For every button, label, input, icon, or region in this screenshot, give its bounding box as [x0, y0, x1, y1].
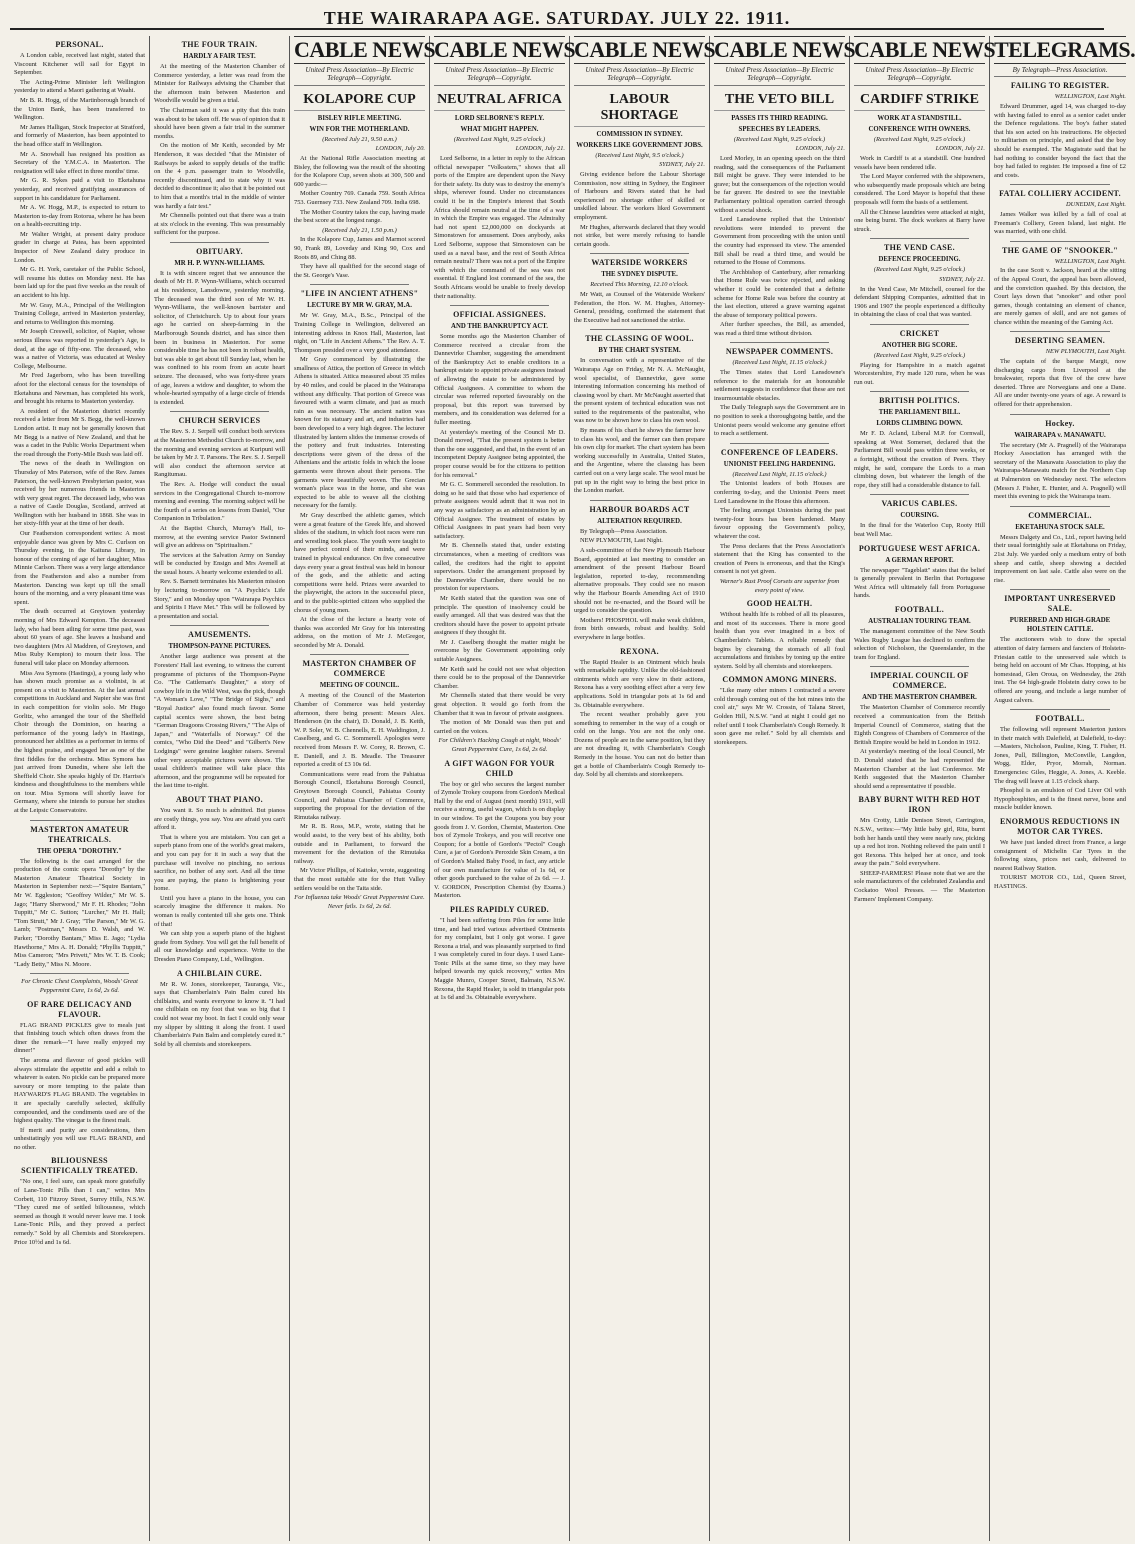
subheadline: THOMPSON-PAYNE PICTURES.: [168, 643, 271, 651]
article-body: [14, 52, 145, 816]
paragraph: The death occurred at Greytown yesterday morning of Mrs Edward Kempton. The deceased lady, who had been ailing for some time past, was about 60 years of age. She leaves a husband and two daughters (Mrs Al Maddren, of Greytown, and Miss Ruby Kempton) to mourn their loss. The funeral will take place on Monday afternoon.: [14, 608, 145, 667]
paragraph: The Unionist leaders of both Houses are conferring to-day, and the Unionist Peers meet Lord Lansdowne in the House this afternoon.: [714, 480, 845, 505]
headline: COMMERCIAL.: [1028, 510, 1092, 520]
headline: VARICUS CABLES.: [881, 499, 958, 509]
column-5: [570, 36, 716, 1541]
article-body: [574, 617, 705, 643]
paragraph: FLAG BRAND PICKLES give to meals just that finishing touch which often draws from the diner the remark—"I have really enjoyed my dinner!": [14, 1021, 145, 1055]
paragraph: Mr Walter Wright, at present dairy produce grader in charge at Patea, has been appointed Inspector of New Zealand dairy produce in London.: [14, 230, 145, 264]
paragraph: "No one, I feel sure, can speak more gratefully of Lane-Tonic Pills than I can," writes Mrs Corbett, 110 Fitzroy Street, Surrey Hills, N.S.W. "They cured me of settled biliousness, which seemed as though it would never leave me. I took Lane-Tonic Pills, and they proved a perfect remedy." Sold by all Chemists and Storekeepers. Price 10½d and 1s 6d.: [14, 1178, 145, 1246]
paragraph: Mothers! PHOSPHOL will make weak children, from birth onwards, robust and healthy. Sold everywhere in large bottles.: [574, 616, 705, 641]
subheadline: COMMISSION IN SYDNEY.: [596, 130, 683, 138]
subheadline: BISLEY RIFLE MEETING.: [317, 114, 402, 122]
headline: FATAL COLLIERY ACCIDENT.: [999, 189, 1121, 199]
headline: MASTERTON AMATEUR THEATRICALS.: [30, 824, 129, 844]
subheadline: WIN FOR THE MOTHERLAND.: [309, 125, 410, 133]
paragraph: The services at the Salvation Army on Sunday will be conducted by Ensign and Mrs Avenell at the usual hours. A hearty welcome extended to all.: [154, 551, 285, 576]
paragraph: Mr Watt, as Counsel of the Waterside Workers' Federation, the Hon. W. M. Hughes, Attorney-General, presiding, confirmed the statement that the Executive had not sanctioned the strike.: [574, 290, 705, 324]
paragraph: Mr James Halligan, Stock Inspector at Stratford, and formerly of Masterton, has been appointed to the head office staff in Wellington.: [14, 123, 145, 148]
paragraph: At yesterday's meeting of the local Council, Mr D. Donald stated that he had represented the Masterton Chamber at the last Conference. Mr Keith suggested that the Masterton Chamber should send a representative if possible.: [854, 748, 985, 790]
subheadline: PASSES ITS THIRD READING.: [731, 114, 828, 122]
article-body: [854, 817, 985, 904]
headline: DESERTING SEAMEN.: [1014, 336, 1106, 346]
subheadline: EKETAHUNA STOCK SALE.: [1015, 523, 1105, 531]
paragraph: Work in Cardiff is at a standstill. One hundred vessels have been rendered idle.: [854, 155, 985, 171]
received-line: Received This Morning, 12.10 o'clock.: [590, 281, 689, 289]
paragraph: We can ship you a superb piano of the highest grade from Sydney. You will get the full benefit of all our knowledge and experience. Write to the Dresden Piano Company, Ltd., Wellington.: [154, 930, 285, 964]
subheadline: WORKERS LIKE GOVERNMENT JOBS.: [576, 141, 703, 149]
advertisement: For Children's Hacking Cough at night, Woods' Great Peppermint Cure, 1s 6d, 2s 6d.: [438, 737, 561, 753]
headline: GOOD HEALTH.: [746, 599, 813, 609]
section-banner: CABLE NEWS: [714, 37, 856, 62]
paragraph: The recent weather probably gave you something to remember in the way of a cough or cold on the lungs. You are not the only one. Dozens of people are in the same position, but they are not dreading it, with Chamberlain's Cough Remedy in the house. You can not do better than get a bottle of Chamberlain's Cough Remedy to-day. Sold by all chemists and storekeepers.: [574, 711, 705, 779]
paragraph: "I had been suffering from Piles for some little time, and had tried various advertised Ointments for my complaint, but I only got worse. I gave Rexona a trial, and was pleasantly surprised to find I was completely cured in four days. I used Lane-Tonic Pills at the same time, so they may have helped towards my quick recovery," writes Mrs Maggie Munro, Cooper Street, Balmain, N.S.W. Rexona, the Rapid Healer, is sold in triangular pots at 1s 6d and 3s. Obtainable everywhere.: [434, 916, 565, 1002]
article-body: [854, 522, 985, 539]
paragraph: Miss Ava Symons (Hastings), a young lady who has shown much promise as a violinist, is at present on a visit to Masterton. At the last annual competitions in Auckland and Napier she was first in each competition for violin solo. Mr Hugo Gorlitz, who arranged the tour of the Sheffield Choir through the Dominion, on hearing a performance of the young lady's in Hastings, pronounced her abilities as a performer in terms of the highest praise, and engaged her as one of the first fiddles for the orchestra. Miss Symons has just arrived from Dunedin, where she left the Sheffield Choir. She speaks highly of Dr. Harriss's kindness and thoughtfulness to the members while on tour. Miss Symons will shortly leave for Germany, where she intends to pursue her studies at the Leipsic Conservatoire.: [14, 669, 145, 815]
article-body: [994, 726, 1126, 813]
headline: WATERSIDE WORKERS: [591, 258, 688, 268]
headline: "LIFE IN ANCIENT ATHENS": [300, 289, 419, 299]
article-body: [154, 428, 285, 621]
subheadline: DEFENCE PROCEEDING.: [878, 256, 961, 264]
paragraph: In the final for the Waterloo Cup, Rooty Hill beat Well Mac.: [854, 522, 985, 539]
subheadline: THE PARLIAMENT BILL.: [878, 409, 961, 417]
paragraph: The Press declares that the Press Association's statement that the King has consented to the creation of Peers is erroneous, and that the King's consent is not yet given.: [714, 542, 845, 576]
subheadline: THE OPERA "DOROTHY.": [37, 847, 122, 855]
paragraph: Mr G. H. York, caretaker of the Public School, will resume his duties on Monday next. He has been laid up for the past five weeks as the result of an accident to his hip.: [14, 266, 145, 300]
article-body: [714, 611, 845, 671]
paragraph: If merit and purity are considerations, then unhesitatingly you will use FLAG BRAND, and no other.: [14, 1126, 145, 1151]
article-body: [854, 362, 985, 388]
received-line: (Received Last Night, 9.25 o'clock.): [873, 135, 966, 143]
paragraph: By Telegraph—Press Association.: [580, 527, 668, 535]
subheadline: UNIONIST FEELING HARDENING.: [723, 460, 836, 468]
headline: COMMON AMONG MINERS.: [722, 675, 837, 685]
paragraph: Edward Drummer, aged 14, was charged to-day with having failed to enrol as a senior cadet under the Defence regulations. The boy's father stated that his son acted on his instructions. He objected to militarism on principle, and asked that the boy should be exempted. The Magistrate said that he had nothing to consider beyond the fact that the boy had failed to register. He imposed a fine of £2 and costs.: [994, 103, 1126, 179]
paragraph: The motion of Mr Donald was then put and carried on the voices.: [434, 719, 565, 735]
paragraph: Mr G. C. Sommerell seconded the resolution. In doing so he said that those who had experience of private assignees would admit that it was not in any way as satisfactory as an administration by an Official Assignee. The treatment of estates by Official Assignees in past years had been very satisfactory.: [434, 481, 565, 540]
paragraph: Mr B. Chennells stated that, under existing circumstances, when a meeting of creditors was called, the creditors had the right to appoint supervisors. Under the arrangement proposed by the Dannevirke Chamber, there would be no provision for supervisors.: [434, 542, 565, 593]
paragraph: Mr Hughes, afterwards declared that they would not strike, but were merely refusing to handle certain goods.: [574, 223, 705, 248]
paragraph: Mr Keith stated that the question was one of principle. The question of insolvency could be easily arranged. All that was desired was that the creditors should have the power to appoint private assignees if they thought fit.: [434, 594, 565, 637]
paragraph: Without health life is robbed of all its pleasures, and most of its successes. There is more good health than you ever imagined in a box of Chamberlain's Tablets. A reliable remedy that begins by cleansing the stomach of all foul accumulations and finishes by toning up the entire system. Sold by all chemists and storekeepers.: [714, 611, 845, 670]
paragraph: At the meeting of the Masterton Chamber of Commerce yesterday, a letter was read from the Minister for Railways advising the Chamber that the afternoon train between Masterton and Woodville would be given a trial.: [154, 63, 285, 105]
section-byline: United Press Association—By Electric Telegraph—Copyright.: [854, 66, 985, 86]
headline: THE GAME OF "SNOOKER.": [1001, 245, 1119, 255]
paragraph: The auctioneers wish to draw the special attention of dairy farmers and fanciers of Holstein-Friesian cattle to the unreserved sale which is being held on account of Mr Chas. Hopping, at his homestead, Glen Oroua, on Wednesday, the 26th inst. The 64 high-grade Holstein dairy cows to be offered are young, and include a large number of August calvers.: [994, 636, 1126, 704]
article-body: [574, 357, 705, 496]
article-body: [154, 270, 285, 408]
paragraph: The aroma and flavour of good pickles will always stimulate the appetite and add a relish to whatever is eaten. No pickle can be prepared more savoury or more tempting to the palate than HAYWARD'S FLAG BRAND. The vegetables in it are specially carefully selected, skilfully compounded, and the condiments used are of the highest quality. The vinegar is the finest malt.: [14, 1056, 145, 1125]
paragraph: Mr B. R. Hogg, of the Martinborough branch of the Union Bank, has been transferred to Wellington.: [14, 96, 145, 122]
paragraph: Mrs Crotty, Little Denison Street, Carrington, N.S.W., writes:—"My little baby girl, Rita, burnt both her hands until they were nearly raw, picking up a red hot iron. Nothing relieved the pain until I got Rexona. This helped her at once, and took away the pain." Sold everywhere.: [854, 817, 985, 868]
section-byline: United Press Association—By Electric Telegraph—Copyright.: [434, 66, 565, 86]
dateline: WELLINGTON, Last Night.: [1054, 257, 1126, 265]
paragraph: A meeting of the Council of the Masterton Chamber of Commerce was held yesterday afternoon, there being present: Messrs Alex. Henderson (in the chair), D. Donald, J. B. Keith, W. P. Soler, W. B. Chennells, E. H. Waddington, J. Caselberg, and G. C. Sommerell. Apologies were received from Messrs F. W. Corey, R. Brown, C. E. Daniell, and J. B. Meadle. The Treasurer reported a credit of £3 10s 6d.: [294, 692, 425, 769]
dateline: LONDON, July 20.: [375, 145, 425, 153]
paragraph: The captain of the barque Margit, now discharging cargo from Liverpool at the breakwater, reports that five of the crew have deserted. Three are Norwegians and one a Dane. All are under twenty-one years of age. A reward is offered for their apprehension.: [994, 358, 1126, 409]
headline: FOOTBALL.: [894, 605, 945, 614]
article-body: [434, 781, 565, 901]
article-body: [14, 1022, 145, 1153]
subheadline: WHAT MIGHT HAPPEN.: [460, 125, 539, 133]
article-body: [994, 103, 1126, 180]
paragraph: A sub-committee of the New Plymouth Harbour Board, appointed at last meeting to consider an amendment of the present Harbour Board legislation, reported to-day, recommending alternative proposals. They could see no reason why the Harbour Boards Amending Act of 1910 should not be re-enacted, and the Board will be urged to consider the question.: [574, 547, 705, 615]
advertisement: Warner's Rust Proof Corsets are superior from every point of view.: [719, 577, 840, 594]
article-body: [994, 211, 1126, 237]
received-line: (Received Last Night, 9.25 o'clock.): [453, 135, 546, 143]
paragraph: By means of his chart he shows the farmer how to class his wool, and the farmer can then prepare his own clip for market. The chart system has been working successfully in Australia, United States, and the Argentine, where the classing has been carried out on a very large scale. The wool must be put up in the right way to bring the best price in the London market.: [574, 427, 705, 495]
subheadline: MEETING OF COUNCIL.: [319, 682, 400, 690]
received-line: (Received Last Night, 11.15 o'clock.): [732, 359, 827, 367]
paragraph: The feeling amongst Unionists during the past twenty-four hours has been hardened. Many favour opposing the Government's policy, whatever the cost.: [714, 507, 845, 540]
article-body: [994, 267, 1126, 327]
headline: PERSONAL.: [55, 40, 104, 49]
headline: THE VETO BILL: [714, 92, 845, 111]
article-body: [714, 687, 845, 747]
article-body: [994, 534, 1126, 586]
dateline: LONDON, July 21.: [935, 145, 985, 153]
article-body: [574, 291, 705, 325]
paragraph: SHEEP-FARMERS! Please note that we are the sole manufacturers of the celebrated Zealandia and Cockatoo Wool Presses. — The Masterton Farmers' Implement Company.: [854, 869, 985, 903]
paragraph: The boy or girl who secures the largest number of Zymole Trokey coupons from Gordon's Medical Hall by the end of August (next month) 1911, will receive a strong, useful wagon, which is on display in our window. To get the Coupons you buy your goods from J. V. Gordon, Chemist, Masterton. One box of Zymole Trokeys, and you will receive one Coupon; for a bottle of Gordon's "Pectol" Cough Cure, a jar of Gordon's Peroxide Skin Cream, a tin of Gordon's Malted Baby Food, in fact, any article of our own manufacture for value of 1s 6d, or other goods purchased to the value of 2s 6d. — J. V. GORDON, Prescription Chemist (by Exams.) Masterton.: [434, 780, 565, 900]
paragraph: Mr G. R. Sykes paid a visit to Eketahuna yesterday, and received gratifying assurances of support in his candidature for Parliament.: [14, 177, 145, 202]
subheadline: MR H. P. WYNN-WILLIAMS.: [174, 259, 265, 267]
article-body: [574, 659, 705, 780]
article-body: [294, 155, 425, 226]
received-line: (Received Last Night, 9.25 o'clock.): [873, 266, 966, 274]
headline: A CHILBLAIN CURE.: [177, 968, 262, 978]
paragraph: In the Kolapore Cup, James and Marmot scored 90, Frank 89, Loveday and King 90, Cox and Roots 89, and Ching 88.: [294, 236, 425, 261]
headline: IMPORTANT UNRESERVED SALE.: [1004, 594, 1116, 614]
headline: BILIOUSNESS SCIENTIFICALLY TREATED.: [21, 1156, 138, 1176]
article-body: [854, 155, 985, 234]
article-body: [434, 917, 565, 1003]
headline: AMUSEMENTS.: [188, 630, 251, 640]
paragraph: Lord Selborne, in a letter in reply to the African official newspaper "Volksstem," shows that all ports of the Empire are dependent upon the Navy for their safety. Its duty was to destroy the enemy's ships, wherever found. Under no circumstances could it be in the Empire's interest that South Africa should remain neutral at the time of a war in which the Empire was engaged. The Admiralty had not spent £2,000,000 on dockyards at Simonstown for amusement. Does anybody, asks Lord Selborne, suppose that Simonstown can be used as a naval base, and the rest of South Africa remain neutral? There was not a port of the Empire with which the command of the sea was not essential. If England lost command of the sea, the South Africans would be unable to freely develop their nationality.: [434, 155, 565, 300]
paragraph: The Times states that Lord Lansdowne's reference to the materials for an honourable settlement suggests in confidence that these are not insurmountable obstacles.: [714, 369, 845, 402]
paragraph: The Lord Mayor conferred with the shipowners, who subsequently made proposals which are being considered. The Lord Mayor is hopeful that these proposals will form the basis of a settlement.: [854, 173, 985, 206]
headline: CRICKET: [899, 328, 940, 338]
paragraph: The Rev. S. J. Serpell will conduct both services at the Masterton Methodist Church to-morrow, and the morning and evening services at Kuripuni will be taken by Mr J. T. Parsons. The Rev. S. J. Serpell will also conduct the afternoon service at Rangitumau.: [154, 428, 285, 479]
paragraph: At yesterday's meeting of the Council Mr D. Donald moved, "That the present system is better than the one suggested, and that, in the event of an incompetent Deputy Assignee being appointed, the proper course would be for the citizens to petition for his removal.": [434, 428, 565, 479]
article-body: [714, 369, 845, 439]
headline: THE CLASSING OF WOOL.: [585, 334, 694, 344]
article-body: [854, 286, 985, 320]
article-body: [994, 839, 1126, 892]
paragraph: Mr F. D. Acland, Liberal M.P. for Cornwall, speaking at West Somerset, declared that the Parliament Bill would pass within three weeks, or a fortnight, without the creation of Peers. They might, he said, compare the Lords to a man climbing down, but whatever the length of the rope, they still had a considerable distance to fall.: [854, 430, 985, 489]
article-body: [294, 236, 425, 280]
article-body: [714, 155, 845, 338]
paragraph: The Masterton Chamber of Commerce recently received a communication from the British Imperial Council of Commerce, stating that the Eighth Congress of Chambers of Commerce of the British Empire would be held in London in 1912.: [854, 704, 985, 746]
article-body: [714, 480, 845, 577]
subheadline: SPEECHES BY LEADERS.: [738, 125, 821, 133]
paragraph: At the close of the lecture a hearty vote of thanks was accorded Mr Gray for his interesting address, on the motion of Mr J. McGregor, seconded by Mr A. Donald.: [294, 616, 425, 649]
headline: HARBOUR BOARDS ACT: [589, 504, 690, 514]
paragraph: After further speeches, the Bill, as amended, was read a third time without division.: [714, 321, 845, 337]
paragraph: James Walker was killed by a fall of coal at Freeman's Colliery, Green Island, last night. He was married, with one child.: [994, 210, 1126, 236]
article-body: [14, 1178, 145, 1247]
section-banner: CABLE NEWS: [854, 37, 996, 62]
paragraph: Mr Victor Phillips, of Kaitoke, wrote, suggesting that the most suitable site for the Hutt Valley settlers would be on the Taita side.: [294, 867, 425, 892]
paragraph: You want it. So much is admitted. But pianos are costly things, you say. You are afraid you can't afford it.: [154, 806, 285, 832]
article-body: [154, 653, 285, 791]
subheadline: THE SYDNEY DISPUTE.: [601, 271, 678, 279]
paragraph: In conversation with a representative of the Wairarapa Age on Friday, Mr N. A. McNaught, wool specialist, of Dannevirke, gave some interesting information concerning his method of classing wool by chart. Mr McNaught asserted that the present system of technical education was not suited to the requirements of the pastoralist, who was now to be shown how to class his own wool.: [574, 357, 705, 425]
column-6: [710, 36, 856, 1541]
paragraph: Mr Chennells stated that there would be very great objection. It would go forth from the Chamber that it was in favour of private assignees.: [434, 692, 565, 717]
received-line: (Received Last Night, 11.15 o'clock.): [732, 470, 827, 478]
masthead: THE WAIRARAPA AGE. SATURDAY. JULY 22. 1911.: [10, 6, 1104, 30]
article-body: [434, 155, 565, 301]
dateline: NEW PLYMOUTH, Last Night.: [1045, 348, 1126, 356]
subheadline: A GERMAN REPORT.: [885, 556, 954, 564]
paragraph: Playing for Hampshire in a match against Worcestershire, Fry made 120 runs, when he was run out.: [854, 361, 985, 386]
columns: [10, 36, 1135, 1541]
headline: LABOUR SHORTAGE: [574, 92, 705, 127]
article-body: [294, 692, 425, 893]
article-body: [154, 807, 285, 965]
paragraph: At the Baptist Church, Murray's Hall, to-morrow, at the evening service Pastor Swinnerd will give an address on "Spiritualism.": [154, 524, 285, 550]
paragraph: NEW PLYMOUTH, Last Night.: [580, 537, 663, 545]
paragraph: Lord Lansdowne replied that the Unionists' revolutions were intended to prevent the Government from proceeding with the union until the country had expressed its view. The amended Bill shall be read a third time, and would be returned to the House of Commons.: [714, 216, 845, 267]
paragraph: The news of the death in Wellington on Thursday of Mrs Paterson, wife of the Rev. James Paterson, the well-known Presbyterian pastor, was received by her numerous friends in Masterton with very great regret. The deceased lady, who was a native of Castle Douglas, Scotland, arrived at Wellington with her husband in 1868. She was in her sixty-fifth year at the time of her death.: [14, 460, 145, 528]
paragraph: The secretary (Mr A. Pragnell) of the Wairarapa Hockey Association has arranged with the secretary of the Manawatu Association to play the Wairarapa-Manawatu match for the Northern Cup at Palmerston on Wednesday next. The selectors (Messrs J. Fisher, E. Hunter, and A. Pragnell) will meet this evening to pick the Wairarapa team.: [994, 441, 1126, 501]
column-3: [290, 36, 436, 1541]
paragraph: It is with sincere regret that we announce the death of Mr H. P. Wynn-Williams, which occurred at his residence, Lansdowne, yesterday morning. The deceased was the third son of Mr W. H. Wynn-Williams, the well-known barrister and solicitor, of Christchurch. Up to about four years ago he carried on sheep-farming in the Marlborough Sounds district, and has since then been in business in Masterton. For some considerable time he has not been in robust health, but was able to get about till Sunday last, when he was confined to his room from an acute heart seizure. The deceased, who was forty-three years of age, leaves a widow and daughter, to whom the whole-hearted sympathy of a large circle of friends is extended.: [154, 269, 285, 406]
subheadline: LECTURE BY MR W. GRAY, M.A.: [307, 302, 412, 310]
article-body: [574, 528, 705, 616]
headline: REXONA.: [620, 646, 659, 656]
subheadline: PUREBRED AND HIGH-GRADE HOLSTEIN CATTLE.: [1009, 617, 1111, 634]
paragraph: The following is the cast arranged for the production of the comic opera "Dorothy" by the Masterton Amateur Theatrical Society in Masterton in September next:—"Squire Bantam," Mr W. Eggleston; "Geoffrey Wilder," Mr W. S. Jago; "Harry Sherwood," Mr F. H. Rhodes; "John Tuppitt," Mr C. Sutton; "Lurcher," Mr H. Hall; "Tom Strutt," Mr J. Gray; "The Parson," Mr W. G. Lamb; "Postman," Messrs D. Walsh, and W. Parker; "Dorothy Bantam," Miss E. Jago; "Lydia Hawthorne," Mrs A. H. Donald; "Phyllis Tuppitt," Miss Cameron; "Mrs Privett," Mrs W. T. B. Cook; "Lady Betty," Miss N. Moore.: [14, 857, 145, 968]
headline: FAILING TO REGISTER.: [1010, 81, 1110, 91]
subheadline: WAIRARAPA v. MANAWATU.: [1014, 431, 1106, 439]
subheadline: BY THE CHART SYSTEM.: [598, 347, 681, 355]
subheadline: AND THE MASTERTON CHAMBER.: [862, 694, 977, 702]
subheadline: AUSTRALIAN TOURING TEAM.: [868, 618, 971, 625]
paragraph: The newspaper "Tageblatt" states that the belief is generally prevalent in Berlin that Portuguese West Africa will ultimately fall from Portuguese hands.: [854, 566, 985, 600]
headline: CONFERENCE OF LEADERS.: [720, 447, 839, 457]
dateline: LONDON, July 21.: [795, 145, 845, 153]
paragraph: The Archbishop of Canterbury, after remarking that Home Rule was twice rejected, and asking whether it could be contended that a definite scheme for Home Rule was before the country at the last election, uttered a grave warning against the abuse of temporary political powers.: [714, 268, 845, 319]
paragraph: In the case Scott v. Jackson, heard at the sitting of the Appeal Court, the appeal has been allowed, and the conviction quashed. By this decision, the Court lays down that "snooker" and other pool games, though containing an element of chance, are merely games of skill, and are not games of chance within the meaning of the Gaming Act.: [994, 267, 1126, 326]
headline: THE FOUR TRAIN.: [181, 40, 258, 49]
paragraph: Some months ago the Masterton Chamber of Commerce received a circular from the Dannevirke Chamber, suggesting the amendment of the Bankruptcy Act to enable creditors in a bankrupt estate to appoint private assignees instead of allowing the estate to be administered by Official Assignees. A committee to whom the circular was referred reported favourably on the proposal, but this report was traversed by members, and its consideration was deferred for a fuller meeting.: [434, 333, 565, 427]
column-4: [430, 36, 576, 1541]
column-2: [150, 36, 290, 1541]
paragraph: We have just landed direct from France, a large consignment of Michelin Car Tyres in the following sizes, prices net cash, delivered to nearest Railway Station.: [994, 839, 1126, 872]
section-banner: TELEGRAMS.: [994, 37, 1135, 62]
headline: OF RARE DELICACY AND FLAVOUR.: [27, 999, 132, 1019]
headline: BABY BURNT WITH RED HOT IRON: [858, 795, 981, 815]
headline: OBITUARY.: [196, 246, 243, 256]
headline: THE VEND CASE.: [884, 243, 955, 253]
paragraph: Our Featherston correspondent writes: A most enjoyable dance was given by Mrs C. Curlson on Thursday evening, in the Kaituna Library, in honour of the coming of age of her daughter, Miss Minnie Carlson. There was a very large attendance from the Featherston and also a number from Masterton. Dancing was kept up till the small hours of the morning, and a very pleasant time was spent.: [14, 530, 145, 606]
headline: NEWSPAPER COMMENTS.: [725, 347, 834, 357]
paragraph: Rev. S. Barnett terminates his Masterton mission by lecturing to-morrow on "A Psychic's Life Story," and on Monday upon "Wairarapa Psychics and Spirits I Have Met." This will be followed by a presentation and social.: [154, 578, 285, 620]
paragraph: Mr W. Gray, M.A., B.Sc., Principal of the Training College in Wellington, delivered an interesting address in Knox Hall, Masterton, last night, on "Life in Ancient Athens." The Rev. A. T. Thompson presided over a very good attendance.: [294, 312, 425, 354]
section-banner: CABLE NEWS: [574, 37, 716, 62]
paragraph: The Chairman said it was a pity that this train was about to be taken off. He was of opinion that it should have been given a fair trial in the summer months.: [154, 106, 285, 140]
paragraph: The Rapid Healer is an Ointment which heals with remarkable rapidity. Unlike the old-fashioned ointments which are very slow in their actions, Rexona has a very soothing effect after a very few applications. Sold in triangular pots at 1s 6d and 3s. Obtainable everywhere.: [574, 658, 705, 709]
article-body: [574, 171, 705, 249]
received-line: (Received July 21, 1.50 p.m.): [322, 226, 397, 234]
section-banner: CABLE NEWS: [434, 37, 576, 62]
advertisement: For Chronic Chest Complaints, Woods' Great Peppermint Cure, 1s 6d, 2s 6d.: [21, 978, 138, 994]
paragraph: In the Vend Case, Mr Mitchell, counsel for the defendant Shipping Companies, admitted that in 1906 and 1907 the people experienced a difficulty in obtaining the class of coal that was wanted.: [854, 285, 985, 319]
dateline: SYDNEY, July 21.: [659, 161, 705, 169]
subheadline: COURSING.: [900, 512, 939, 520]
paragraph: The Rev. A. Hodge will conduct the usual services in the Congregational Church to-morrow morning and evening. The morning subject will be the fourth of a series on lessons from Daniel, "Our Companion in Tribulation.": [154, 480, 285, 523]
column-1: [10, 36, 150, 1541]
paragraph: The management committee of the New South Wales Rugby League has declined to confirm the selection of Nicholson, the Queenslander, in the team for England.: [854, 628, 985, 661]
paragraph: Mother Country 769. Canada 759. South Africa 753. Guernsey 733. New Zealand 709. India 698.: [294, 190, 425, 206]
section-byline: United Press Association—By Electric Telegraph—Copyright.: [574, 66, 705, 86]
paragraph: Mr Fred Jagerborn, who has been travelling afoot for the electoral census for the townships of Eketahuna and Newman, has completed his work, and brought his returns to Masterton yesterday.: [14, 372, 145, 406]
section-byline: By Telegraph—Press Association.: [994, 66, 1126, 77]
paragraph: Mr Joseph Creswell, solicitor, of Napier, whose serious illness was reported in yesterday's Age, is dead, at the age of fifty-one. The deceased, who was a native of Victoria, was educated at Wesley College, Melbourne.: [14, 328, 145, 370]
headline: IMPERIAL COUNCIL OF COMMERCE.: [870, 671, 969, 691]
received-line: (Received Last Night, 9.25 o'clock.): [873, 351, 966, 359]
headline: ABOUT THAT PIANO.: [176, 794, 263, 804]
paragraph: Mr Gray described the athletic games, which were a great feature of the Greek life, and showed slides of the stadium, in which foot races were run and wrestling took place. The youth were taught to have perfect control of their minds, and were trained in physical endurance. On five consecutive days every year a great festival was held in honour of the gods, and the athletic and acting competitions were held. Prizes were awarded to the playwright, the actors in the successful piece, and to the public-spirited citizen who supplied the chorus of young men.: [294, 511, 425, 614]
dateline: DUNEDIN, Last Night.: [1065, 201, 1126, 209]
article-body: [854, 430, 985, 490]
headline: CHURCH SERVICES: [178, 416, 261, 426]
headline: NEUTRAL AFRICA: [434, 92, 565, 111]
received-line: (Received Last Night, 9.25 o'clock.): [733, 135, 826, 143]
headline: ENORMOUS REDUCTIONS IN MOTOR CAR TYRES.: [1000, 817, 1120, 837]
headline: MASTERTON CHAMBER OF COMMERCE: [302, 659, 417, 679]
paragraph: Another large audience was present at the Foresters' Hall last evening, to witness the current programme of pictures of the Thompson-Payne Co. "The Cattleman's Daughter," a story of cowboy life in the Wild West, was the pick, though "A Woman's Love," "The Bridge of Sighs," and "Royal Justice" also found much favour. Some capital scenics were shown, the best being "German Dragoons Crossing Rivers," "The Alps of Japan," and "Waterfalls of Norway." Of the comics, "Who Did the Deed" and "Gilbert's New Lodgings" were genuine laughter raisers. Several other very acceptable pictures were shown. The usual children's matinee will take place this afternoon, and the programme will be repeated for the last time to-night.: [154, 653, 285, 790]
headline: A GIFT WAGON FOR YOUR CHILD: [444, 758, 555, 778]
subheadline: ALTERATION REQUIRED.: [597, 517, 682, 525]
paragraph: Mr A. W. Hogg, M.P., is expected to return to Masterton to-day from Rotorua, where he has been on a health-recruiting trip.: [14, 204, 145, 229]
article-body: [854, 628, 985, 662]
paragraph: TOURIST MOTOR CO., Ltd., Queen Street, HASTINGS.: [994, 874, 1126, 890]
paragraph: Mr W. Gray, M.A., Principal of the Wellington Training College, arrived in Masterton yesterday, and returns to Wellington this morning.: [14, 301, 145, 326]
paragraph: "Like many other miners I contracted a severe cold through coming out of the hot mines into the cool air," says Mr W. Crossin, of Talana Street, Golden Hill, N.S.W. "and at night I could get no relief until I took Chamberlain's Cough Remedy. It soon gave me relief." Sold by all chemists and storekeepers.: [714, 687, 845, 746]
dateline: SYDNEY, July 21.: [939, 275, 985, 283]
paragraph: They have all qualified for the second stage of the St. George's Vase.: [294, 263, 425, 279]
paragraph: Mr Chennells pointed out that there was a train at six o'clock in the evening. This was presumably sufficient for the purpose.: [154, 212, 285, 237]
article-body: [994, 442, 1126, 502]
subheadline: LORD SELBORNE'S REPLY.: [454, 114, 545, 122]
dateline: LONDON, July 21.: [515, 145, 565, 153]
subheadline: WORK AT A STANDSTILL.: [877, 114, 962, 122]
column-7: [850, 36, 996, 1541]
article-body: [154, 63, 285, 238]
headline: PILES RAPIDLY CURED.: [450, 904, 549, 914]
paragraph: The Daily Telegraph says the Government are in no position to seek a thoroughgoing battle, and the Unionist peers would welcome any genuine effort to reach a settlement.: [714, 404, 845, 438]
article-body: [854, 567, 985, 601]
paragraph: At the National Rifle Association meeting at Bisley, the following was the result of the shooting for the Kolapore Cup, seven shots at 300, 500 and 600 yards:—: [294, 155, 425, 188]
headline: Hockey.: [1045, 418, 1075, 428]
article-body: [994, 636, 1126, 705]
paragraph: Mr Keith said he could not see what objection there could be to the proposal of the Dannevirke Chamber.: [434, 665, 565, 690]
article-body: [854, 704, 985, 791]
column-8: [990, 36, 1135, 1541]
headline: BRITISH POLITICS.: [879, 396, 960, 406]
section-byline: United Press Association—By Electric Telegraph—Copyright.: [714, 66, 845, 86]
advertisement: For Influenza take Woods' Great Peppermint Cure. Never fails. 1s 6d, 2s 6d.: [294, 894, 425, 910]
article-body: [14, 858, 145, 970]
paragraph: The Acting-Prime Minister left Wellington yesterday to attend a Maori gathering at Waahi.: [14, 78, 145, 95]
paragraph: On the motion of Mr Keith, seconded by Mr Henderson, it was decided "that the Minister of Railways be asked to supply details of the traffic on the 4 p.m. passenger train to Woodville, recently discontinued, and to state why it was decided to discontinue it; also that it be pointed out to him that a month's trial in the middle of winter was hardly a fair test.": [154, 142, 285, 210]
headline: CARDIFF STRIKE: [854, 92, 985, 111]
paragraph: Mr J. Caselberg thought the matter might be overcome by the Government appointing only suitable Assignees.: [434, 638, 565, 664]
paragraph: Lord Morley, in an opening speech on the third reading, said the consequences of the Parliament Bill might be grave. They were intended to be grave; but the consequences of the rejection would be far graver. He desired to see the inevitable Parliamentary political operation carried through without a social shock.: [714, 155, 845, 214]
paragraph: A resident of the Masterton district recently received a letter from Mr S. Begg, the well-known London artist. It may not be generally known that Mr Begg is a native of New Zealand, and that he was a cadet in the Public Works Department when the road through the Forty-Mile Bush was laid off.: [14, 407, 145, 458]
section-byline: United Press Association—By Electric Telegraph—Copyright.: [294, 66, 425, 86]
headline: OFFICIAL ASSIGNEES.: [453, 310, 546, 320]
paragraph: Mr R. B. Ross, M.P., wrote, stating that he would assist, to the very best of his ability, both outside and in Parliament, to forward the movement for the deviation of the Rimutaka railway.: [294, 823, 425, 865]
article-body: [154, 981, 285, 1050]
received-line: (Received July 21, 9.50 a.m.): [322, 135, 397, 143]
paragraph: The following will represent Masterton juniors in their match with Dalefield, at Dalefield, to-day:—Masters, Nicholson, Pauline, King, T. Fisher, H. Jones, Pull, Billington, McConville, Langdon, Wogg, Elder, Pryor, Morrah, Norman. Emergencies: Giles, Heggie, A. Jones, A. Keeble. The drag will leave at 1.15 o'clock sharp.: [994, 726, 1126, 785]
article-body: [994, 358, 1126, 410]
subheadline: LORDS CLIMBING DOWN.: [876, 420, 963, 428]
paragraph: Until you have a piano in the house, you can scarcely imagine the difference it makes. No woman is really contented till she gets one. Think of that!: [154, 894, 285, 928]
article-body: [434, 333, 565, 736]
paragraph: Mr R. W. Jones, storekeeper, Tauranga, Vic., says that Chamberlain's Pain Balm cured his chilblains, and wants everyone to know it. "I had one chilblain on my foot that was so big that I could not wear my boot. In fact I could only wear my slipper by slitting it along the front. I used Chamberlain's Pain Balm and completely cured it." Sold by all chemists and storekeepers.: [154, 980, 286, 1048]
headline: FOOTBALL.: [1035, 714, 1085, 724]
paragraph: A London cable, received last night, stated that Viscount Kitchener will sail for Egypt in September.: [14, 52, 145, 77]
subheadline: AND THE BANKRUPTCY ACT.: [451, 323, 548, 331]
subheadline: HARDLY A FAIR TEST.: [183, 53, 256, 60]
dateline: WELLINGTON, Last Night.: [1054, 93, 1126, 101]
received-line: (Received Last Night, 9.5 o'clock.): [595, 151, 684, 159]
paragraph: Phosphol is an emulsion of Cod Liver Oil with Hypophosphites, and is the finest nerve, bone and muscle builder known.: [994, 787, 1126, 812]
paragraph: Messrs Dalgety and Co., Ltd., report having held their usual fortnightly sale at Eketahuna on Friday, 21st July. We yarded only a medium entry of both sheep and cattle, sheep showing a decided improvement on last sale. Cattle also were on the rise.: [994, 533, 1126, 584]
article-body: [294, 312, 425, 650]
subheadline: CONFERENCE WITH OWNERS.: [868, 125, 971, 133]
paragraph: Mr Gray commenced by illustrating the smallness of Attica, the portion of Greece in which Athens is situated. Attica measured about 35 miles by 40 miles, and could be placed in the Wairarapa without any difficulty. That portion of Greece was favoured with a warm climate, and just as much rain as was necessary. The ancient nation was known for its statuary and art, and industries had been developed to a very high degree. The lecturer illustrated by lantern slides the immense crowds of the pottery and fruit industries. Interesting descriptions were given of the dress of the Athenians and the artistic folds in which the loose garments were thrown about their persons. The garments were beautifully woven. The Grecian woman's place was in the home, and she was expected to be able to weave all the clothing necessary for the family.: [294, 356, 425, 510]
section-banner: CABLE NEWS: [294, 37, 436, 62]
paragraph: Mr A. Snowball has resigned his position as Secretary of the Y.M.C.A. in Masterton. The resignation will take effect in three months' time.: [14, 150, 145, 175]
headline: PORTUGUESE WEST AFRICA.: [858, 543, 981, 553]
paragraph: Giving evidence before the Labour Shortage Commission, now sitting in Sydney, the Engineer of Harbours and Rivers stated that he had experienced no shortage either of skilled or unskilled labour. The workers liked Government employment.: [574, 171, 705, 221]
headline: KOLAPORE CUP: [294, 92, 425, 111]
paragraph: Communications were read from the Pahiatua Borough Council, Eketahuna Borough Council, Greytown Borough Council, Pahiatua County Council, and Pahiatua Chamber of Commerce, supporting the proposal for the deviation of the Rimutaka railway.: [294, 770, 425, 821]
subheadline: ANOTHER BIG SCORE.: [881, 341, 958, 349]
paragraph: All the Chinese laundries were attacked at night, one being burnt. The dock workers at Barry have struck.: [854, 208, 985, 233]
paragraph: That is where you are mistaken. You can get a superb piano from one of the world's great makers, and you can pay for it in such a way that the purchase will involve no pinching, no serious sacrifice, no bother of any sort. And all the time you are paying, the piano is brightening your home.: [154, 833, 285, 893]
paragraph: The Mother Country takes the cup, having made the best score at the longest range.: [294, 208, 425, 225]
